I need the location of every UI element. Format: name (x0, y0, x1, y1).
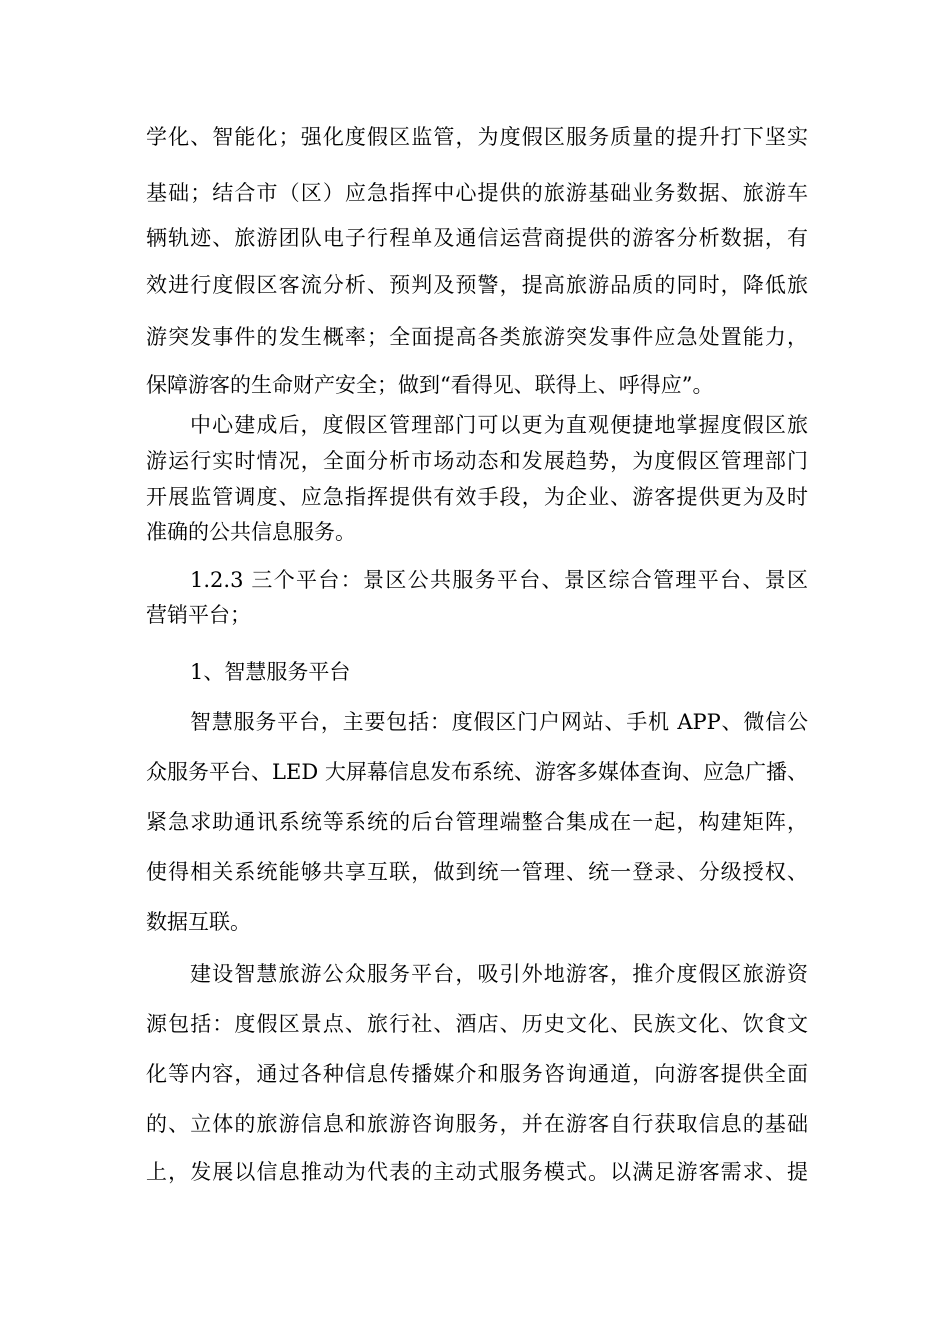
p6-line-4: 的、立体的旅游信息和旅游咨询服务，并在游客自行获取信息的基础 (146, 1112, 808, 1136)
p1-line-4: 效进行度假区客流分析、预判及预警，提高旅游品质的同时，降低旅 (146, 273, 808, 297)
p5-line-5: 数据互联。 (146, 910, 251, 934)
p5-line-4: 使得相关系统能够共享互联，做到统一管理、统一登录、分级授权、 (146, 860, 808, 884)
p6-line-5: 上，发展以信息推动为代表的主动式服务模式。以满足游客需求、提 (146, 1160, 808, 1184)
p6-line-1: 建设智慧旅游公众服务平台，吸引外地游客，推介度假区旅游资 (190, 962, 808, 986)
p6-line-3: 化等内容，通过各种信息传播媒介和服务咨询通道，向游客提供全面 (146, 1062, 808, 1086)
p2-line-2: 游运行实时情况，全面分析市场动态和发展趋势，为度假区管理部门 (146, 449, 808, 473)
subheading-smart-service-platform: 1、智慧服务平台 (190, 660, 351, 684)
p1-line-6: 保障游客的生命财产安全；做到“看得见、联得上、呼得应”。 (146, 373, 714, 397)
p1-line-1: 学化、智能化；强化度假区监管，为度假区服务质量的提升打下坚实 (146, 125, 808, 149)
section-heading-1-2-3: 1.2.3 三个平台：景区公共服务平台、景区综合管理平台、景区 (190, 568, 808, 592)
p1-line-2: 基础；结合市（区）应急指挥中心提供的旅游基础业务数据、旅游车 (146, 181, 808, 205)
section-heading-1-2-3-cont: 营销平台； (146, 603, 251, 627)
p2-line-3: 开展监管调度、应急指挥提供有效手段，为企业、游客提供更为及时 (146, 485, 808, 509)
p2-line-1: 中心建成后，度假区管理部门可以更为直观便捷地掌握度假区旅 (190, 413, 808, 437)
p5-line-1: 智慧服务平台，主要包括：度假区门户网站、手机 APP、微信公 (190, 710, 808, 734)
p5-line-2: 众服务平台、LED 大屏幕信息发布系统、游客多媒体查询、应急广播、 (146, 760, 808, 784)
p1-line-5: 游突发事件的发生概率；全面提高各类旅游突发事件应急处置能力， (146, 325, 808, 349)
p1-line-3: 辆轨迹、旅游团队电子行程单及通信运营商提供的游客分析数据，有 (146, 226, 808, 250)
p5-line-3: 紧急求助通讯系统等系统的后台管理端整合集成在一起，构建矩阵， (146, 810, 808, 834)
p6-line-2: 源包括：度假区景点、旅行社、酒店、历史文化、民族文化、饮食文 (146, 1012, 808, 1036)
p2-line-4: 准确的公共信息服务。 (146, 520, 356, 544)
